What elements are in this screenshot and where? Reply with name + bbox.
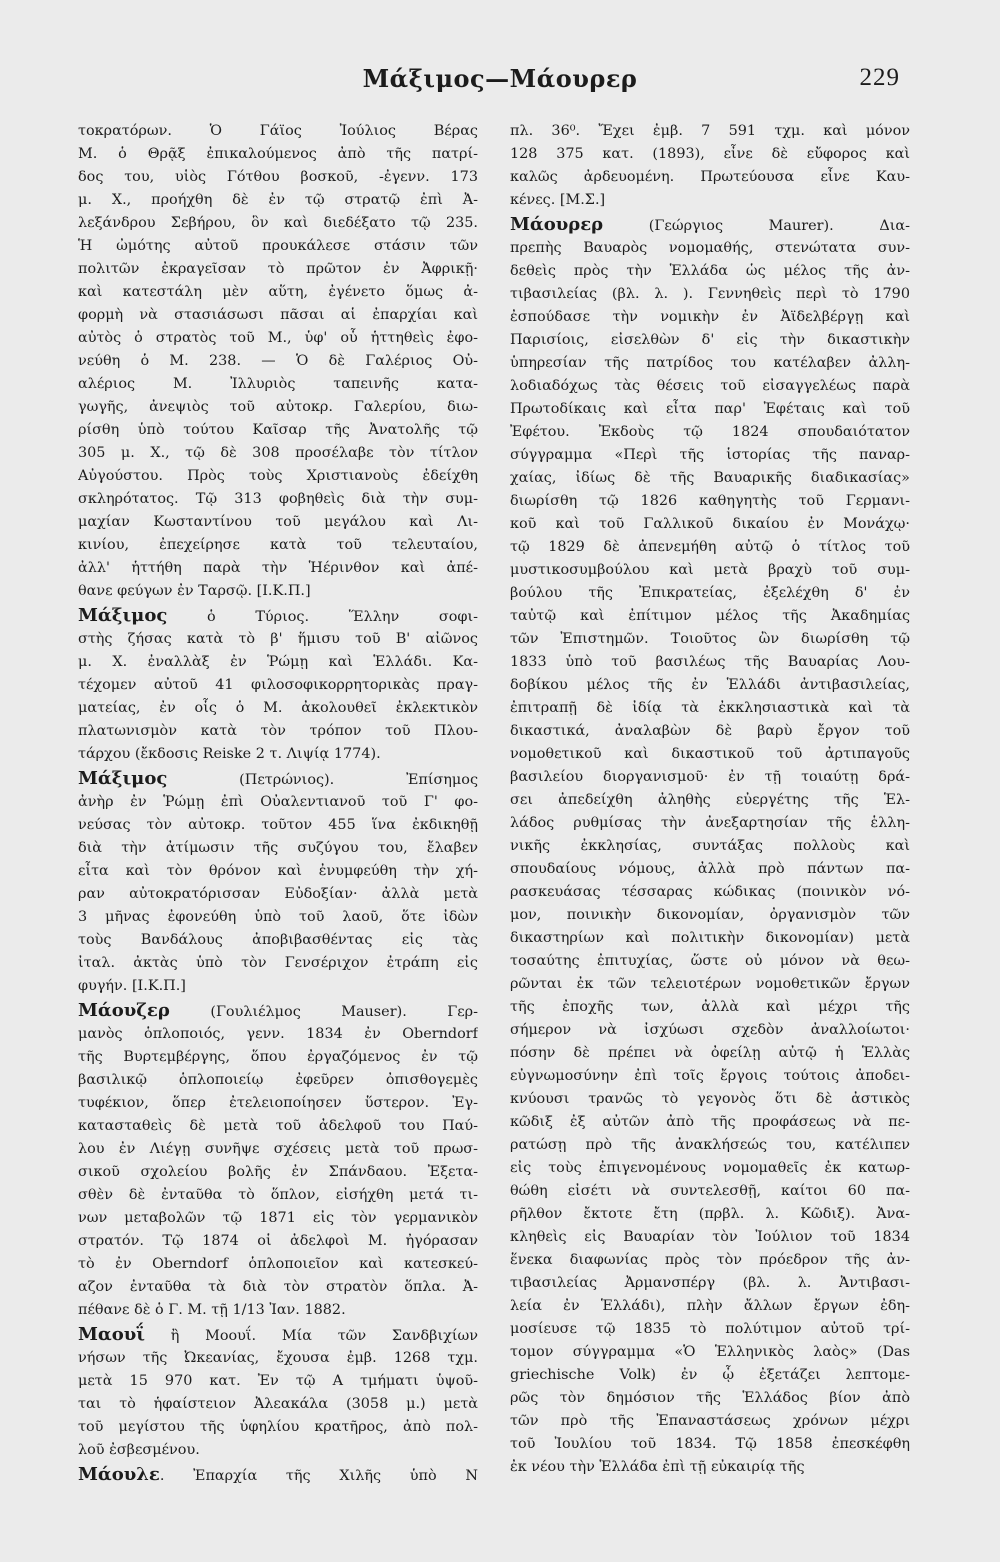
text-line <box>510 674 910 697</box>
entry-headword: Μάουζερ <box>78 1000 170 1021</box>
line-text: ἐκ νέου τὴν Ἑλλάδα ἐπὶ τῇ εὐκαιρίᾳ τῆς <box>510 1459 805 1475</box>
line-text: μυστικοσυμβούλου καὶ μετὰ βραχὺ τοῦ συμ- <box>510 562 910 578</box>
line-text: πρεπὴς Βαυαρὸς νομομαθής, στενώτατα συν- <box>510 240 910 256</box>
text-line <box>78 442 478 465</box>
line-text: 1833 ὑπὸ τοῦ βασιλέως τῆς Βαυαρίας Λου- <box>510 654 910 670</box>
text-line <box>510 120 910 143</box>
text-line <box>78 166 478 189</box>
line-text: φυγήν. [Ι.Κ.Π.] <box>78 978 186 994</box>
text-line <box>78 906 478 929</box>
text-line <box>510 812 910 835</box>
text-line <box>78 212 478 235</box>
text-line <box>78 1046 478 1069</box>
line-text: νεύθη ὁ Μ. 238. — Ὁ δὲ Γαλέριος Οὐ- <box>78 353 478 369</box>
text-line <box>510 1387 910 1410</box>
text-line <box>78 1230 478 1253</box>
text-line <box>510 1410 910 1433</box>
text-line <box>78 350 478 373</box>
text-line <box>78 674 478 697</box>
text-line <box>78 814 478 837</box>
line-text: ἰταλ. ἀκτὰς ὑπὸ τὸν Γενσέριχον ἐτράπη εἰς <box>78 955 478 971</box>
text-line <box>510 467 910 490</box>
line-text: θώθη εἰσέτι νὰ συντελεσθῇ, καίτοι 60 πα- <box>510 1183 910 1199</box>
line-text: ἀνὴρ ἐν Ῥώμῃ ἐπὶ Οὐαλεντιανοῦ τοῦ Γ' φο- <box>78 794 478 810</box>
line-text: ὁ Τύριος. Ἕλλην σοφι- <box>167 609 478 625</box>
text-line <box>78 1184 478 1207</box>
text-line <box>510 490 910 513</box>
text-line <box>510 559 910 582</box>
text-line <box>78 1207 478 1230</box>
line-text: ματείας, ἐν οἷς ὁ Μ. ἀκολουθεῖ ἐκλεκτικὸν <box>78 700 478 716</box>
line-text: θανε φεύγων ἐν Ταρσῷ. [Ι.Κ.Π.] <box>78 583 311 599</box>
line-text: μανὸς ὁπλοποιός, γενν. 1834 ἐν Oberndorf <box>78 1026 478 1042</box>
text-line <box>510 697 910 720</box>
text-line <box>510 1065 910 1088</box>
text-line <box>78 697 478 720</box>
entry-headword-line <box>78 1322 478 1347</box>
entry-headword: Μάουλε <box>78 1464 160 1485</box>
text-line <box>510 651 910 674</box>
line-text: τῆς Βυρτεμβέργης, ὅπου ἐργαζόμενος ἐν τῷ <box>78 1049 478 1065</box>
text-line <box>510 1111 910 1134</box>
line-text: μοσίευσε τῷ 1835 τὸ πολύτιμον αὐτοῦ τρί- <box>510 1321 910 1337</box>
text-line <box>510 329 910 352</box>
line-text: λοδιαδόχως τὰς θέσεις τοῦ εἰσαγγελέως παρὰ <box>510 378 910 394</box>
line-text: σκληρότατος. Τῷ 313 φοβηθεὶς διὰ τὴν συμ- <box>78 491 478 507</box>
text-line <box>510 766 910 789</box>
text-line <box>510 904 910 927</box>
text-line <box>510 536 910 559</box>
line-text: Μ. ὁ Θρᾷξ ἐπικαλούμενος ἀπὸ τῆς πατρί- <box>78 146 478 162</box>
text-line <box>510 1249 910 1272</box>
line-text: εἶτα καὶ τὸν θρόνον καὶ ἐνυμφεύθη τὴν χή- <box>78 863 478 879</box>
right-column <box>510 120 910 1479</box>
text-line <box>78 189 478 212</box>
line-text: νήσων τῆς Ὠκεανίας, ἔχουσα ἐμβ. 1268 τχμ. <box>78 1350 478 1366</box>
line-text: 128 375 κατ. (1893), εἶνε δὲ εὔφορος καὶ <box>510 146 910 162</box>
text-line <box>510 513 910 536</box>
line-text: τιβασιλείας (βλ. λ. ). Γεννηθεὶς περὶ τὸ 1790 <box>510 286 910 302</box>
text-line <box>510 1134 910 1157</box>
line-text: πλ. 36⁰. Ἔχει ἐμβ. 7 591 τχμ. καὶ μόνον <box>510 123 910 139</box>
text-line <box>78 235 478 258</box>
line-text: τοσαύτης ἐπιτυχίας, ὥστε οὐ μόνον νὰ θεω- <box>510 953 910 969</box>
line-text: ραν αὐτοκρατόρισσαν Εὐδοξίαν· ἀλλὰ μετὰ <box>78 886 478 902</box>
text-line <box>78 120 478 143</box>
line-text: αλέριος Μ. Ἰλλυριὸς ταπεινῆς κατα- <box>78 376 478 392</box>
text-line <box>510 1433 910 1456</box>
text-line <box>78 1439 478 1462</box>
line-text: μ. Χ., προήχθη δὲ ἐν τῷ στρατῷ ἐπὶ Ἀ- <box>78 192 478 208</box>
text-line <box>510 283 910 306</box>
text-line <box>78 1023 478 1046</box>
text-line <box>78 1347 478 1370</box>
text-line <box>510 1019 910 1042</box>
line-text: εἰς τοὺς ἐπιγενομένους νομομαθεῖς ἐκ κατωρ- <box>510 1160 910 1176</box>
line-text: Ἡ ὠμότης αὐτοῦ προυκάλεσε στάσιν τῶν <box>78 238 478 254</box>
line-text: πόσην δὲ πρέπει νὰ ὀφείλῃ αὐτῷ ἡ Ἑλλὰς <box>510 1045 910 1061</box>
line-text: διὰ τὴν ἀτίμωσιν τῆς συζύγου του, ἔλαβεν <box>78 840 478 856</box>
text-line <box>78 258 478 281</box>
entry-headword-line <box>510 212 910 237</box>
line-text: βούλου τῆς Ἐπικρατείας, ἐξελέχθη δ' ἐν <box>510 585 910 601</box>
entry-headword: Μάξιμος <box>78 768 168 789</box>
line-text: τομον σύγγραμμα «Ὁ Ἑλληνικὸς λαὸς» (Das <box>510 1344 910 1360</box>
text-line <box>510 189 910 212</box>
text-line <box>510 1157 910 1180</box>
text-line <box>78 743 478 766</box>
text-line <box>78 580 478 603</box>
line-text: μαχίαν Κωσταντίνου τοῦ μεγάλου καὶ Λι- <box>78 514 478 530</box>
entry-headword-line <box>78 1462 478 1487</box>
line-text: χαίας, ἰδίως δὲ τῆς Βαυαρικῆς διαδικασίας» <box>510 470 910 486</box>
entry-headword-line <box>78 998 478 1023</box>
text-line <box>78 304 478 327</box>
text-line <box>510 1295 910 1318</box>
text-line <box>510 1203 910 1226</box>
line-text: Ἐφέτου. Ἐκδοὺς τῷ 1824 σπουδαιότατον <box>510 424 910 440</box>
line-text: Παρισίοις, εἰσελθὼν δ' εἰς τὴν δικαστικὴν <box>510 332 910 348</box>
text-line <box>78 419 478 442</box>
line-text: σει ἀπεδείχθη ἀληθὴς εὐεργέτης τῆς Ἑλ- <box>510 792 910 808</box>
text-line <box>510 1088 910 1111</box>
text-line <box>510 444 910 467</box>
text-line <box>78 534 478 557</box>
text-line <box>78 373 478 396</box>
line-text: Πρωτοδίκαις καὶ εἶτα παρ' Ἐφέταις καὶ τοῦ <box>510 401 910 417</box>
text-line <box>78 651 478 674</box>
left-column <box>78 120 478 1487</box>
line-text: τοὺς Βανδάλους ἀποβιβασθέντας εἰς τὰς <box>78 932 478 948</box>
running-title: Μάξιμος—Μάουρερ <box>362 64 638 93</box>
running-head <box>0 62 1000 102</box>
text-line <box>78 1416 478 1439</box>
text-line <box>78 929 478 952</box>
line-text: κνύουσι τρανῶς τὸ γεγονὸς ὅτι δὲ ἀστικὸς <box>510 1091 910 1107</box>
line-text: σπουδαίους νόμους, ἀλλὰ πρὸ πάντων πα- <box>510 861 910 877</box>
line-text: 305 μ. Χ., τῷ δὲ 308 προσέλαβε τὸν τίτλον <box>78 445 478 461</box>
line-text: ταὐτῷ καὶ ἐπίτιμον μέλος τῆς Ἀκαδημίας <box>510 608 910 624</box>
text-line <box>510 1226 910 1249</box>
line-text: δοβίκου μέλος τῆς ἐν Ἑλλάδι ἀντιβασιλείας, <box>510 677 910 693</box>
line-text: κῶδιξ ἐξ αὐτῶν ἀπὸ τῆς προφάσεως νὰ πε- <box>510 1114 910 1130</box>
line-text: τοκρατόρων. Ὁ Γάϊος Ἰούλιος Βέρας <box>78 123 478 139</box>
text-line <box>510 237 910 260</box>
text-line <box>78 1161 478 1184</box>
line-text: Αὐγούστου. Πρὸς τοὺς Χριστιανοὺς ἐδείχθη <box>78 468 478 484</box>
line-text: ρατώσῃ πρὸ τῆς ἀνακλήσεώς του, κατέλιπεν <box>510 1137 910 1153</box>
text-line <box>510 1272 910 1295</box>
text-line <box>510 398 910 421</box>
text-line <box>510 720 910 743</box>
line-text: κατασταθεὶς δὲ μετὰ τοῦ ἀδελφοῦ του Παύ- <box>78 1118 478 1134</box>
entry-headword: Μάουρερ <box>510 214 604 235</box>
text-line <box>510 1180 910 1203</box>
entry-headword: Μαουΐ <box>78 1324 145 1345</box>
text-line <box>78 1393 478 1416</box>
text-line <box>78 143 478 166</box>
line-text: ἐπιτραπῇ δὲ ἰδίᾳ τὰ ἐκκλησιαστικὰ καὶ τὰ <box>510 700 910 716</box>
text-line <box>510 166 910 189</box>
text-line <box>78 1138 478 1161</box>
line-text: καὶ κατεστάλη μὲν αὕτη, ἐγένετο ὅμως ἀ- <box>78 284 478 300</box>
line-text: στρατόν. Τῷ 1874 οἱ ἀδελφοὶ Μ. ἠγόρασαν <box>78 1233 478 1249</box>
line-text: ἐσπούδασε τὴν νομικὴν ἐν Ἀϊδελβέργῃ καὶ <box>510 309 910 325</box>
line-text: (Γουλιέλμος Mauser). Γερ- <box>169 1004 478 1020</box>
line-text: σήμερον νὰ ἰσχύωσι σχεδὸν ἀναλλοίωτοι· <box>510 1022 910 1038</box>
line-text: τῶν Ἐπιστημῶν. Τοιοῦτος ὢν διωρίσθη τῷ <box>510 631 910 647</box>
line-text: δος του, υἱὸς Γότθου βοσκοῦ, -ἐγενν. 173 <box>78 169 478 185</box>
line-text: βασιλείου διοργανισμοῦ· ἐν τῇ τοιαύτῃ δρά- <box>510 769 910 785</box>
line-text: ρῶς τὸν δημόσιον τῆς Ἑλλάδος βίον ἀπὸ <box>510 1390 910 1406</box>
text-line <box>78 1069 478 1092</box>
line-text: μον, ποινικὴν δικονομίαν, ὀργανισμὸν τῶν <box>510 907 910 923</box>
line-text: τοῦ μεγίστου τῆς ὑφηλίου κρατῆρος, ἀπὸ πολ- <box>78 1419 478 1435</box>
text-line <box>78 883 478 906</box>
text-line <box>510 260 910 283</box>
line-text: ρασκευάσας τέσσαρας κώδικας (ποινικὸν νό- <box>510 884 910 900</box>
text-line <box>78 1253 478 1276</box>
text-line <box>510 143 910 166</box>
line-text: βασιλικῷ ὁπλοποιείῳ ἐφεῦρεν ὀπισθογεμὲς <box>78 1072 478 1088</box>
line-text: λάδος ρυθμίσας τὴν ἀνεξαρτησίαν τῆς ἑλλη- <box>510 815 910 831</box>
line-text: αζον ἐνταῦθα τὰ διὰ τὸν στρατὸν ὅπλα. Ἀ- <box>78 1279 478 1295</box>
line-text: πέθανε δὲ ὁ Γ. Μ. τῇ 1/13 Ἰαν. 1882. <box>78 1302 346 1318</box>
line-text: σικοῦ σχολείου βολῆς ἐν Σπάνδαου. Ἐξετα- <box>78 1164 478 1180</box>
text-line <box>510 306 910 329</box>
entry-headword-line <box>78 766 478 791</box>
text-line <box>78 1092 478 1115</box>
line-text: καλῶς ἀρδευομένη. Πρωτεύουσα εἶνε Καυ- <box>510 169 910 185</box>
line-text: λεξάνδρου Σεβήρου, ὃν καὶ διεδέξατο τῷ 235. <box>78 215 478 231</box>
text-line <box>78 628 478 651</box>
line-text: τῆς ἐποχῆς των, ἀλλὰ καὶ μέχρι τῆς <box>510 999 910 1015</box>
entry-headword: Μάξιμος <box>78 605 168 626</box>
line-text: ρίσθη ὑπὸ τούτου Καῖσαρ τῆς Ἀνατολῆς τῷ <box>78 422 478 438</box>
line-text: ρῆλθον ἔκτοτε ἔτη (πρβλ. λ. Κῶδιξ). Ἀνα- <box>510 1206 910 1222</box>
line-text: (Γεώργιος Maurer). Δια- <box>603 218 910 234</box>
text-line <box>510 605 910 628</box>
line-text: . Ἐπαρχία τῆς Χιλῆς ὑπὸ Ν <box>159 1468 478 1484</box>
text-line <box>510 789 910 812</box>
text-line <box>78 281 478 304</box>
line-text: πολιτῶν ἐκραγεῖσαν τὸ πρῶτον ἐν Ἀφρικῇ· <box>78 261 478 277</box>
line-text: κένες. [Μ.Σ.] <box>510 192 606 208</box>
text-line <box>510 1318 910 1341</box>
text-line <box>510 1042 910 1065</box>
line-text: δικαστικά, ἀναλαβὼν δὲ βαρὺ ἔργον τοῦ <box>510 723 910 739</box>
text-line <box>510 1456 910 1479</box>
line-text: ται τὸ ἡφαίστειον Ἀλεακάλα (3058 μ.) μετὰ <box>78 1396 478 1412</box>
line-text: ὑπηρεσίαν τῆς πατρίδος του κατέλαβεν ἀλλη- <box>510 355 910 371</box>
text-line <box>510 1341 910 1364</box>
line-text: πλατωνισμὸν κατὰ τὸν τρόπον τοῦ Πλου- <box>78 723 478 739</box>
text-line <box>510 628 910 651</box>
text-line <box>510 996 910 1019</box>
page-number: 229 <box>859 64 900 91</box>
line-text: λεία ἐν Ἑλλάδι), πλὴν ἄλλων ἔργων ἐδη- <box>510 1298 910 1314</box>
text-line <box>78 860 478 883</box>
text-line <box>510 858 910 881</box>
line-text: ἢ Μοουΐ. Μία τῶν Σανδβιχίων <box>144 1328 478 1344</box>
line-text: κληθεὶς εἰς Βαυαρίαν τὸν Ἰούλιον τοῦ 1834 <box>510 1229 910 1245</box>
line-text: τιβασιλείας Ἀρμανσπέργ (βλ. λ. Ἀντιβασι- <box>510 1275 910 1291</box>
text-line <box>78 488 478 511</box>
line-text: ρῶνται ἐκ τῶν τελειοτέρων νομοθετικῶν ἔργων <box>510 976 910 992</box>
line-text: νεύσας τὸν αὐτοκρ. τοῦτον 455 ἵνα ἐκδικηθῇ <box>78 817 478 833</box>
line-text: νων μεταβολῶν τῷ 1871 εἰς τὸν γερμανικὸν <box>78 1210 478 1226</box>
line-text: 3 μῆνας ἐφονεύθη ὑπὸ τοῦ λαοῦ, ὅτε ἰδὼν <box>78 909 478 925</box>
text-line <box>78 720 478 743</box>
line-text: νικῆς ἐκκλησίας, συντάξας πολλοὺς καὶ <box>510 838 910 854</box>
text-line <box>78 1299 478 1322</box>
text-line <box>510 835 910 858</box>
line-text: τοῦ Ἰουλίου τοῦ 1834. Τῷ 1858 ἐπεσκέφθη <box>510 1436 910 1452</box>
text-line <box>78 327 478 350</box>
line-text: δεθεὶς πρὸς τὴν Ἑλλάδα ὡς μέλος τῆς ἀν- <box>510 263 910 279</box>
line-text: εὐγνωμοσύνην ἐπὶ τοῖς ἔργοις τούτοις ἀποδει- <box>510 1068 910 1084</box>
text-line <box>78 396 478 419</box>
text-line <box>510 421 910 444</box>
line-text: κινίου, ἐπεχείρησε κατὰ τοῦ τελευταίου, <box>78 537 478 553</box>
text-line <box>510 973 910 996</box>
text-line <box>510 950 910 973</box>
line-text: griechische Volk) ἐν ᾧ ἐξετάζει λεπτομε- <box>510 1367 910 1383</box>
line-text: ἕνεκα διαφωνίας πρὸς τὸν πρόεδρον τῆς ἀν- <box>510 1252 910 1268</box>
line-text: λου ἐν Λιέγῃ συνῆψε σχέσεις μετὰ τοῦ πρωσ- <box>78 1141 478 1157</box>
text-line <box>78 1370 478 1393</box>
line-text: τέχομεν αὐτοῦ 41 φιλοσοφικορρητορικὰς πραγ- <box>78 677 478 693</box>
line-text: δικαστηρίων καὶ πολιτικὴν δικονομίαν) μετὰ <box>510 930 910 946</box>
text-line <box>78 1115 478 1138</box>
line-text: (Πετρώνιος). Ἐπίσημος <box>167 772 478 788</box>
text-line <box>78 511 478 534</box>
entry-headword-line <box>78 603 478 628</box>
line-text: γωγῆς, ἀνεψιὸς τοῦ αὐτοκρ. Γαλερίου, διω- <box>78 399 478 415</box>
text-line <box>78 465 478 488</box>
text-line <box>510 1364 910 1387</box>
line-text: μετὰ 15 970 κατ. Ἐν τῷ Α τμήματι ὑψοῦ- <box>78 1373 478 1389</box>
line-text: ἀλλ' ἡττήθη παρὰ τὴν Ἡέρινθον καὶ ἀπέ- <box>78 560 478 576</box>
line-text: τυφέκιον, ὅπερ ἐτελειοποίησεν ὕστερον. Ἐγ- <box>78 1095 478 1111</box>
line-text: τὸ ἐν Oberndorf ὁπλοποιεῖον καὶ κατεσκεύ- <box>78 1256 478 1272</box>
text-line <box>78 791 478 814</box>
line-text: διωρίσθη τῷ 1826 καθηγητὴς τοῦ Γερμανι- <box>510 493 910 509</box>
text-line <box>78 557 478 580</box>
text-line <box>78 837 478 860</box>
line-text: σθὲν δὲ ἐνταῦθα τὸ ὅπλον, εἰσήχθη μετά τι- <box>78 1187 478 1203</box>
text-line <box>510 352 910 375</box>
line-text: λοῦ ἐσβεσμένου. <box>78 1442 200 1458</box>
text-line <box>510 927 910 950</box>
line-text: σύγγραμμα «Περὶ τῆς ἱστορίας τῆς παναρ- <box>510 447 910 463</box>
line-text: μ. Χ. ἐναλλὰξ ἐν Ῥώμῃ καὶ Ἑλλάδι. Κα- <box>78 654 478 670</box>
text-line <box>78 952 478 975</box>
line-text: τάρχου (ἔκδοσις Reiske 2 τ. Λιψίᾳ 1774). <box>78 746 381 762</box>
line-text: τῷ 1829 δὲ ἀπενεμήθη αὐτῷ ὁ τίτλος τοῦ <box>510 539 910 555</box>
line-text: φορμὴ νὰ στασιάσωσι πᾶσαι αἱ ἐπαρχίαι καὶ <box>78 307 478 323</box>
line-text: στὴς ζήσας κατὰ τὸ β' ἥμισυ τοῦ Β' αἰῶνος <box>78 631 478 647</box>
line-text: νομοθετικοῦ καὶ δικαστικοῦ τοῦ ἀρτιπαγοῦς <box>510 746 910 762</box>
text-line <box>510 881 910 904</box>
line-text: αὐτὸς ὁ στρατὸς τοῦ Μ., ὑφ' οὗ ἡττηθεὶς ἐφο- <box>78 330 478 346</box>
line-text: τῶν πρὸ τῆς Ἐπαναστάσεως χρόνων μέχρι <box>510 1413 910 1429</box>
text-line <box>510 375 910 398</box>
text-line <box>510 743 910 766</box>
text-line <box>78 975 478 998</box>
line-text: κοῦ καὶ τοῦ Γαλλικοῦ δικαίου ἐν Μονάχῳ· <box>510 516 910 532</box>
text-line <box>510 582 910 605</box>
text-line <box>78 1276 478 1299</box>
